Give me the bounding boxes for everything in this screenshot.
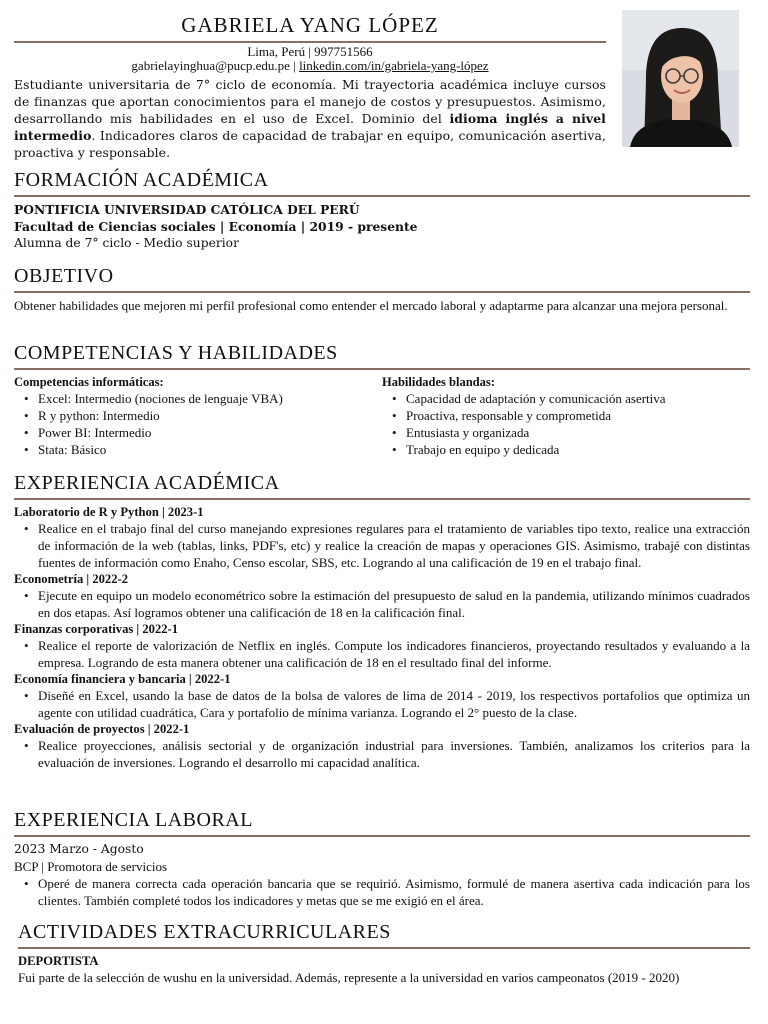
work-period: 2023 Marzo - Agosto	[14, 842, 144, 856]
linkedin-link[interactable]: linkedin.com/in/gabriela-yang-lópez	[299, 58, 489, 73]
academic-item-list	[14, 520, 750, 571]
education-title: FORMACIÓN ACADÉMICA	[14, 169, 269, 191]
list-item: • Power BI: Intermedio	[38, 424, 382, 441]
contact-links	[14, 59, 606, 73]
academic-divider	[14, 498, 750, 500]
objective-title: OBJETIVO	[14, 265, 114, 287]
summary-text-1: Estudiante universitaria de 7° ciclo de economía. Mi trayectoria académica incluye cursos de finanzas que aportan conocimientos para el manejo de costos y presupuestos. Asimismo, desarrollando mis habilidades en el uso de Excel. Dominio del	[14, 77, 606, 126]
academic-item-list	[14, 587, 750, 621]
objective-section	[14, 264, 750, 314]
soft-skills-list	[382, 390, 750, 458]
academic-item-list	[14, 737, 750, 771]
skills-title: COMPETENCIAS Y HABILIDADES	[14, 342, 338, 364]
education-section	[14, 168, 750, 252]
list-item: • Entusiasta y organizada	[406, 424, 750, 441]
education-faculty: Facultad de Ciencias sociales | Economía | 2019 - presente	[14, 219, 418, 234]
resume-header	[14, 8, 606, 161]
objective-divider	[14, 291, 750, 293]
academic-item-list	[14, 637, 750, 671]
soft-skills-column	[382, 374, 750, 458]
list-item: • R y python: Intermedio	[38, 407, 382, 424]
skills-divider	[14, 368, 750, 370]
computer-skills-column	[14, 374, 382, 458]
extracurricular-section	[18, 920, 750, 986]
candidate-name: GABRIELA YANG LÓPEZ	[181, 13, 439, 37]
list-item: • Proactiva, responsable y comprometida	[406, 407, 750, 424]
extracurricular-title: ACTIVIDADES EXTRACURRICULARES	[18, 921, 391, 943]
list-item: • Realice el reporte de valorización de Netflix en inglés. Compute los indicadores financieros, proyectando resultados y evaluando a la empresa. Logrando de esta manera obtener una calificación de 18 en el resultado final del informe.	[38, 637, 750, 671]
academic-title: EXPERIENCIA ACADÉMICA	[14, 472, 280, 494]
soft-skills-title: Habilidades blandas:	[382, 375, 495, 389]
computer-skills-list	[14, 390, 382, 458]
profile-summary	[14, 76, 606, 161]
academic-item-heading: Econometría | 2022-2	[14, 572, 128, 586]
work-experience-section	[14, 808, 750, 909]
computer-skills-title: Competencias informáticas:	[14, 375, 164, 389]
contact-separator: |	[289, 58, 300, 73]
list-item: • Realice en el trabajo final del curso manejando expresiones regulares para el tratamiento de variables tipo texto, realice una extracción de información de la web (tablas, links, PDF's, etc) y realice la creación de mapas y operaciones GIS. Asimismo, trabajé con distintas fuentes de información como Enaho, Censo escolar, SBS, etc. Logrando al una calificación de 19 en el trabajo final.	[38, 520, 750, 571]
skills-section	[14, 341, 750, 458]
name-divider	[14, 41, 606, 43]
list-item: • Realice proyecciones, análisis sectorial y de organización industrial para inversiones. También, analizamos los criterios para la evaluación de inversiones. Logrando el desarrollo mi capacidad analítica.	[38, 737, 750, 771]
list-item: • Excel: Intermedio (nociones de lenguaje VBA)	[38, 390, 382, 407]
extracurricular-divider	[18, 947, 750, 949]
academic-item-heading: Evaluación de proyectos | 2022-1	[14, 722, 190, 736]
list-item: • Trabajo en equipo y dedicada	[406, 441, 750, 458]
academic-item-heading: Laboratorio de R y Python | 2023-1	[14, 505, 204, 519]
academic-item-heading: Finanzas corporativas | 2022-1	[14, 622, 179, 636]
work-list	[14, 875, 750, 909]
list-item: • Diseñé en Excel, usando la base de datos de la bolsa de valores de lima de 2014 - 2019, los respectivos portafolios que optimiza un agente con utilidad cuadrática, Cara y portafolio de mínima varianza. Logrando el 2° puesto de la clase.	[38, 687, 750, 721]
list-item: • Capacidad de adaptación y comunicación asertiva	[406, 390, 750, 407]
email-text: gabrielayinghua@pucp.edu.pe	[131, 58, 290, 73]
skills-columns	[14, 374, 750, 458]
objective-text: Obtener habilidades que mejoren mi perfil profesional como entender el mercado laboral y adaptarme para alcanzar una mejora personal.	[14, 298, 728, 313]
person-portrait-icon	[622, 10, 739, 147]
contact-location-phone: Lima, Perú | 997751566	[247, 44, 373, 59]
work-divider	[14, 835, 750, 837]
education-university: PONTIFICIA UNIVERSIDAD CATÓLICA DEL PERÚ	[14, 202, 360, 217]
list-item: • Operé de manera correcta cada operación bancaria que se requirió. Asimismo, formulé de manera asertiva cada indicación para los clientes. También completé todos los indicadores y metas que se me exigió en el área.	[38, 875, 750, 909]
academic-item-list	[14, 687, 750, 721]
list-item: • Stata: Básico	[38, 441, 382, 458]
education-status: Alumna de 7° ciclo - Medio superior	[14, 236, 239, 250]
academic-item-heading: Economía financiera y bancaria | 2022-1	[14, 672, 231, 686]
work-title: EXPERIENCIA LABORAL	[14, 809, 253, 831]
extracurricular-role: DEPORTISTA	[18, 954, 99, 968]
academic-experience-section	[14, 471, 750, 771]
summary-bold-text: idioma inglés a nivel intermedio	[14, 111, 606, 143]
profile-photo	[622, 10, 739, 147]
education-divider	[14, 195, 750, 197]
work-company: BCP | Promotora de servicios	[14, 859, 168, 874]
summary-text-2: . Indicadores claros de capacidad de trabajar en equipo, comunicación asertiva, proactiva y responsable.	[14, 128, 606, 160]
list-item: • Ejecute en equipo un modelo econométrico sobre la estimación del presupuesto de salud en la pandemia, utilizando mínimos cuadrados en dos etapas. Así logramos obtener una calificación de 18 en la calificación final.	[38, 587, 750, 621]
extracurricular-text: Fui parte de la selección de wushu en la universidad. Además, represente a la universidad en varios campeonatos (2019 - 2020)	[18, 970, 680, 985]
